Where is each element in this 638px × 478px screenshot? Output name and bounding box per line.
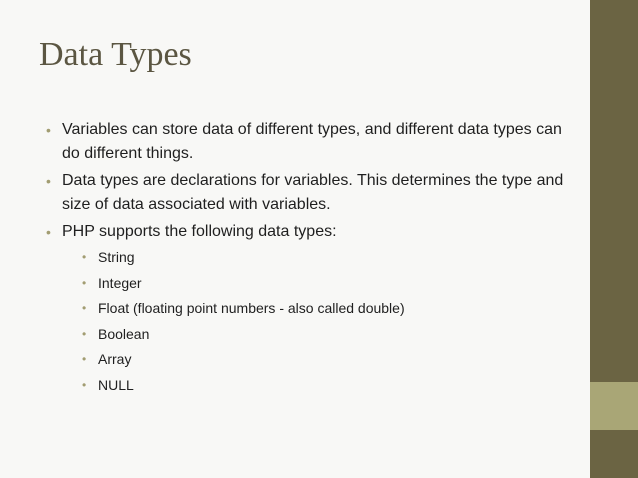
sub-bullet-icon: • <box>82 326 87 341</box>
sub-bullet-icon: • <box>82 352 87 366</box>
sub-bullet-text: Boolean <box>98 325 150 342</box>
bullet-icon: • <box>46 224 51 240</box>
bullet-item <box>46 169 566 217</box>
sub-bullet-item <box>62 272 566 294</box>
sub-bullet-item <box>62 323 566 345</box>
sub-bullet-list <box>62 246 566 396</box>
bullet-icon: • <box>46 122 51 138</box>
sub-bullet-item <box>62 374 566 396</box>
bullet-item <box>46 220 566 396</box>
bullet-text: Data types are declarations for variables. This determines the type and size of data associated with variables. <box>62 172 564 213</box>
sub-bullet-icon: • <box>82 301 87 315</box>
sub-bullet-text: Integer <box>98 274 142 291</box>
sub-bullet-icon: • <box>82 275 87 290</box>
sub-bullet-text: NULL <box>98 376 134 393</box>
sub-bullet-icon: • <box>82 250 87 264</box>
slide-title: Data Types <box>39 36 192 73</box>
bullet-text: PHP supports the following data types: <box>62 223 337 240</box>
bullet-item <box>46 118 566 166</box>
sub-bullet-item <box>62 246 566 268</box>
bullet-text: Variables can store data of different types, and different data types can do different things. <box>62 121 562 162</box>
bullet-list <box>46 118 566 396</box>
sub-bullet-text: Array <box>98 351 132 367</box>
side-accent-block <box>590 382 638 430</box>
slide-content <box>46 118 566 399</box>
sub-bullet-item <box>62 297 566 319</box>
sub-bullet-text: Float (floating point numbers - also called double) <box>98 300 405 316</box>
sub-bullet-text: String <box>98 249 135 265</box>
sub-bullet-icon: • <box>82 377 87 392</box>
sub-bullet-item <box>62 348 566 370</box>
bullet-icon: • <box>46 173 51 189</box>
